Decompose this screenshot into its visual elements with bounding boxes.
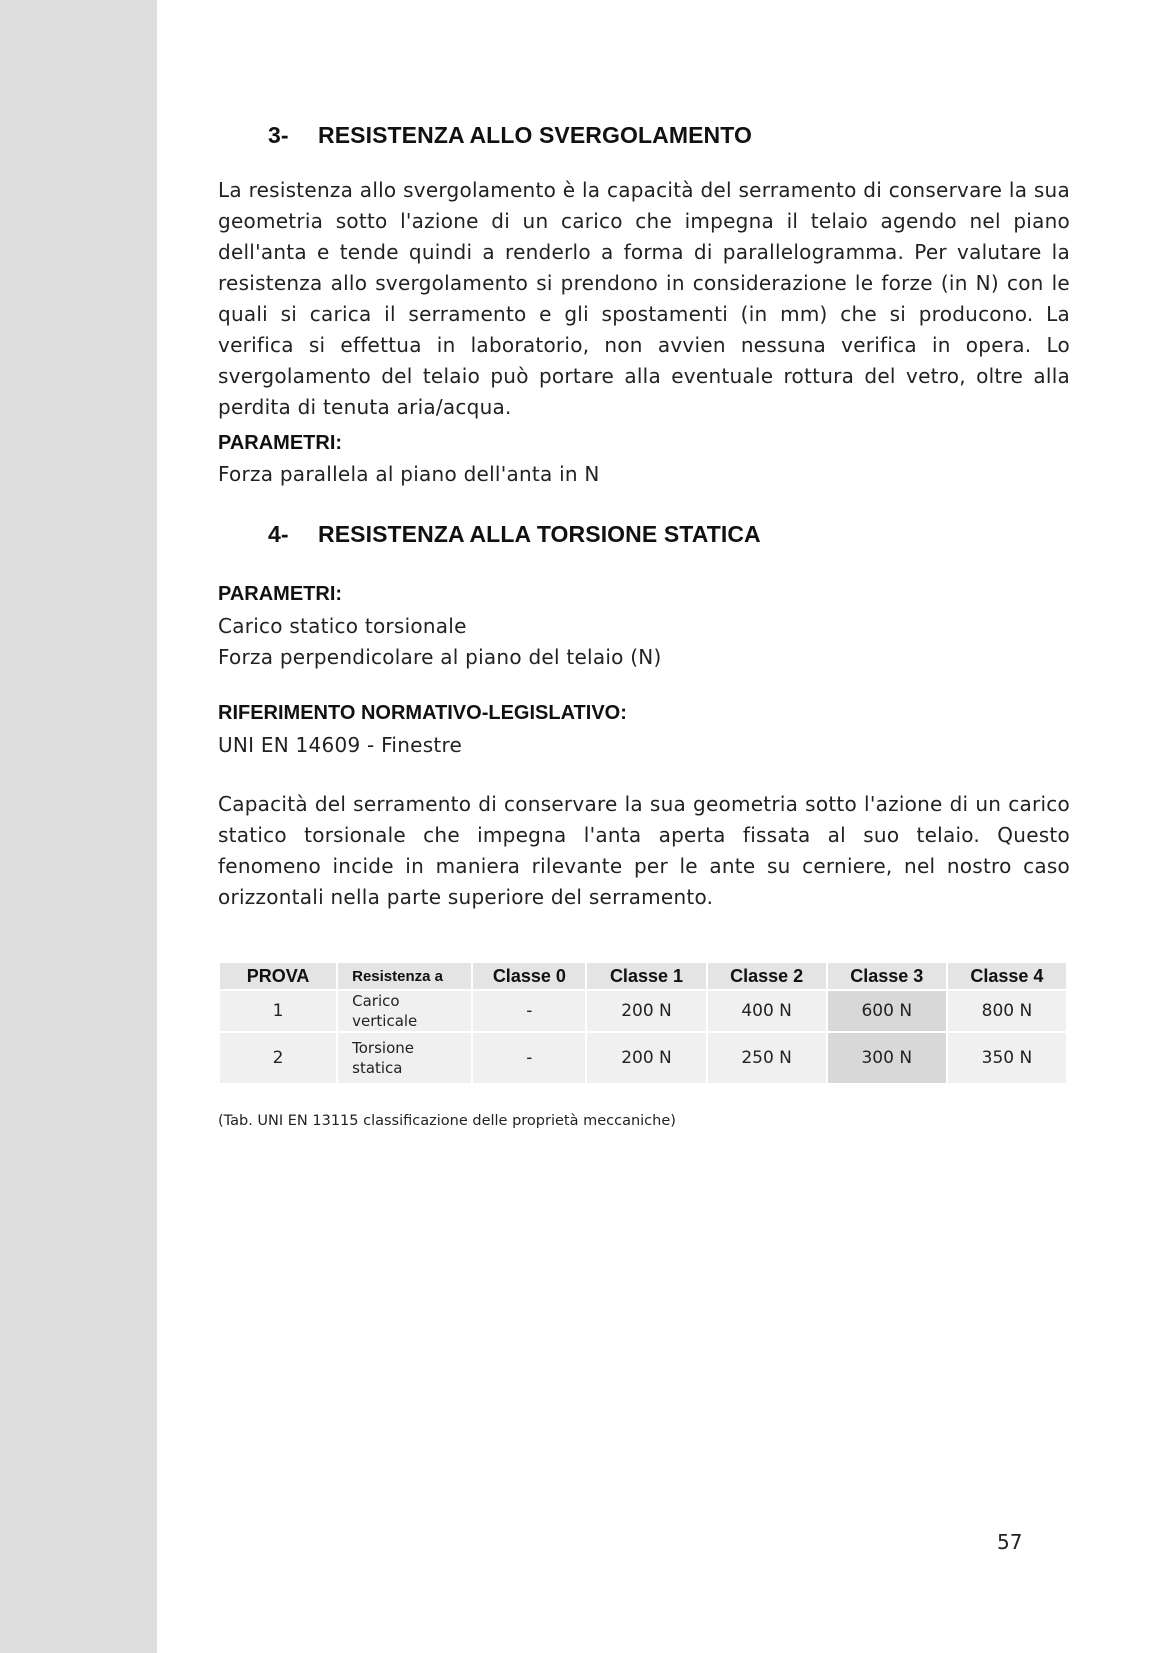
section-4-heading	[268, 521, 761, 548]
section-4-title: RESISTENZA ALLA TORSIONE STATICA	[318, 521, 761, 547]
section-4-paragraph: Capacità del serramento di conservare la sua geometria sotto l'azione di un carico statico torsionale che impegna l'anta aperta fissata al suo telaio. Questo fenomeno incide in maniera rilevante per le ante su cerniere, nel nostro caso orizzontali nella parte superiore del serramento.	[218, 792, 1070, 909]
section-3-paragraph: La resistenza allo svergolamento è la capacità del serramento di conservare la sua geometria sotto l'azione di un carico che impegna il telaio agendo nel piano dell'anta e tende quindi a renderlo a forma di parallelogramma. Per valutare la resistenza allo svergolamento si prendono in considerazione le forze (in N) con le quali si carica il serramento e gli spostamenti (in mm) che si producono. La verifica si effettua in laboratorio, non avvien nessuna verifica in opera. Lo svergolamento del telaio può portare alla eventuale rottura del vetro, oltre alla perdita di tenuta aria/acqua.	[218, 178, 1070, 419]
table-cell: 350 N	[948, 1033, 1066, 1085]
table-cell-highlighted: 600 N	[828, 991, 946, 1033]
table-cell-resistenza	[338, 991, 471, 1033]
table-header-cell: Resistenza a	[338, 963, 471, 991]
mechanical-properties-table	[218, 963, 1068, 1085]
table-row	[220, 991, 1066, 1033]
table-caption: (Tab. UNI EN 13115 classificazione delle proprietà meccaniche)	[218, 1113, 676, 1129]
table-header-cell: Classe 1	[587, 963, 705, 991]
table-header-cell: PROVA	[220, 963, 336, 991]
reference-value: UNI EN 14609 - Finestre	[218, 733, 463, 757]
section-3-number: 3-	[268, 122, 289, 148]
reference-label: RIFERIMENTO NORMATIVO-LEGISLATIVO:	[218, 702, 627, 724]
table-cell: -	[473, 991, 585, 1033]
table-cell: -	[473, 1033, 585, 1085]
section-4-param-item: Forza perpendicolare al piano del telaio (N)	[218, 645, 662, 669]
resistenza-line: Torsione	[352, 1039, 414, 1057]
resistenza-line: statica	[352, 1059, 403, 1077]
section-3-param-item: Forza parallela al piano dell'anta in N	[218, 462, 600, 486]
table-cell: 250 N	[708, 1033, 826, 1085]
table-header-cell: Classe 4	[948, 963, 1066, 991]
table-header-cell: Classe 2	[708, 963, 826, 991]
table-cell-prova: 1	[220, 991, 336, 1033]
section-3-heading	[268, 122, 752, 149]
table-row	[220, 1033, 1066, 1085]
resistenza-line: Carico	[352, 992, 400, 1010]
page-number: 57	[997, 1530, 1023, 1554]
resistenza-line: verticale	[352, 1012, 418, 1030]
table-cell: 200 N	[587, 1033, 705, 1085]
table-cell-resistenza	[338, 1033, 471, 1085]
table-cell-highlighted: 300 N	[828, 1033, 946, 1085]
page-sidebar-strip	[0, 0, 157, 1653]
table-cell: 200 N	[587, 991, 705, 1033]
table-cell: 400 N	[708, 991, 826, 1033]
section-4-number: 4-	[268, 521, 289, 547]
table-cell-prova: 2	[220, 1033, 336, 1085]
table-header-cell: Classe 0	[473, 963, 585, 991]
section-4-params-label: PARAMETRI:	[218, 583, 343, 605]
table-header-row	[220, 963, 1066, 991]
section-3-params-label: PARAMETRI:	[218, 432, 343, 454]
section-3-title: RESISTENZA ALLO SVERGOLAMENTO	[318, 122, 752, 148]
section-4-param-item: Carico statico torsionale	[218, 614, 467, 638]
table-cell: 800 N	[948, 991, 1066, 1033]
table-header-cell: Classe 3	[828, 963, 946, 991]
